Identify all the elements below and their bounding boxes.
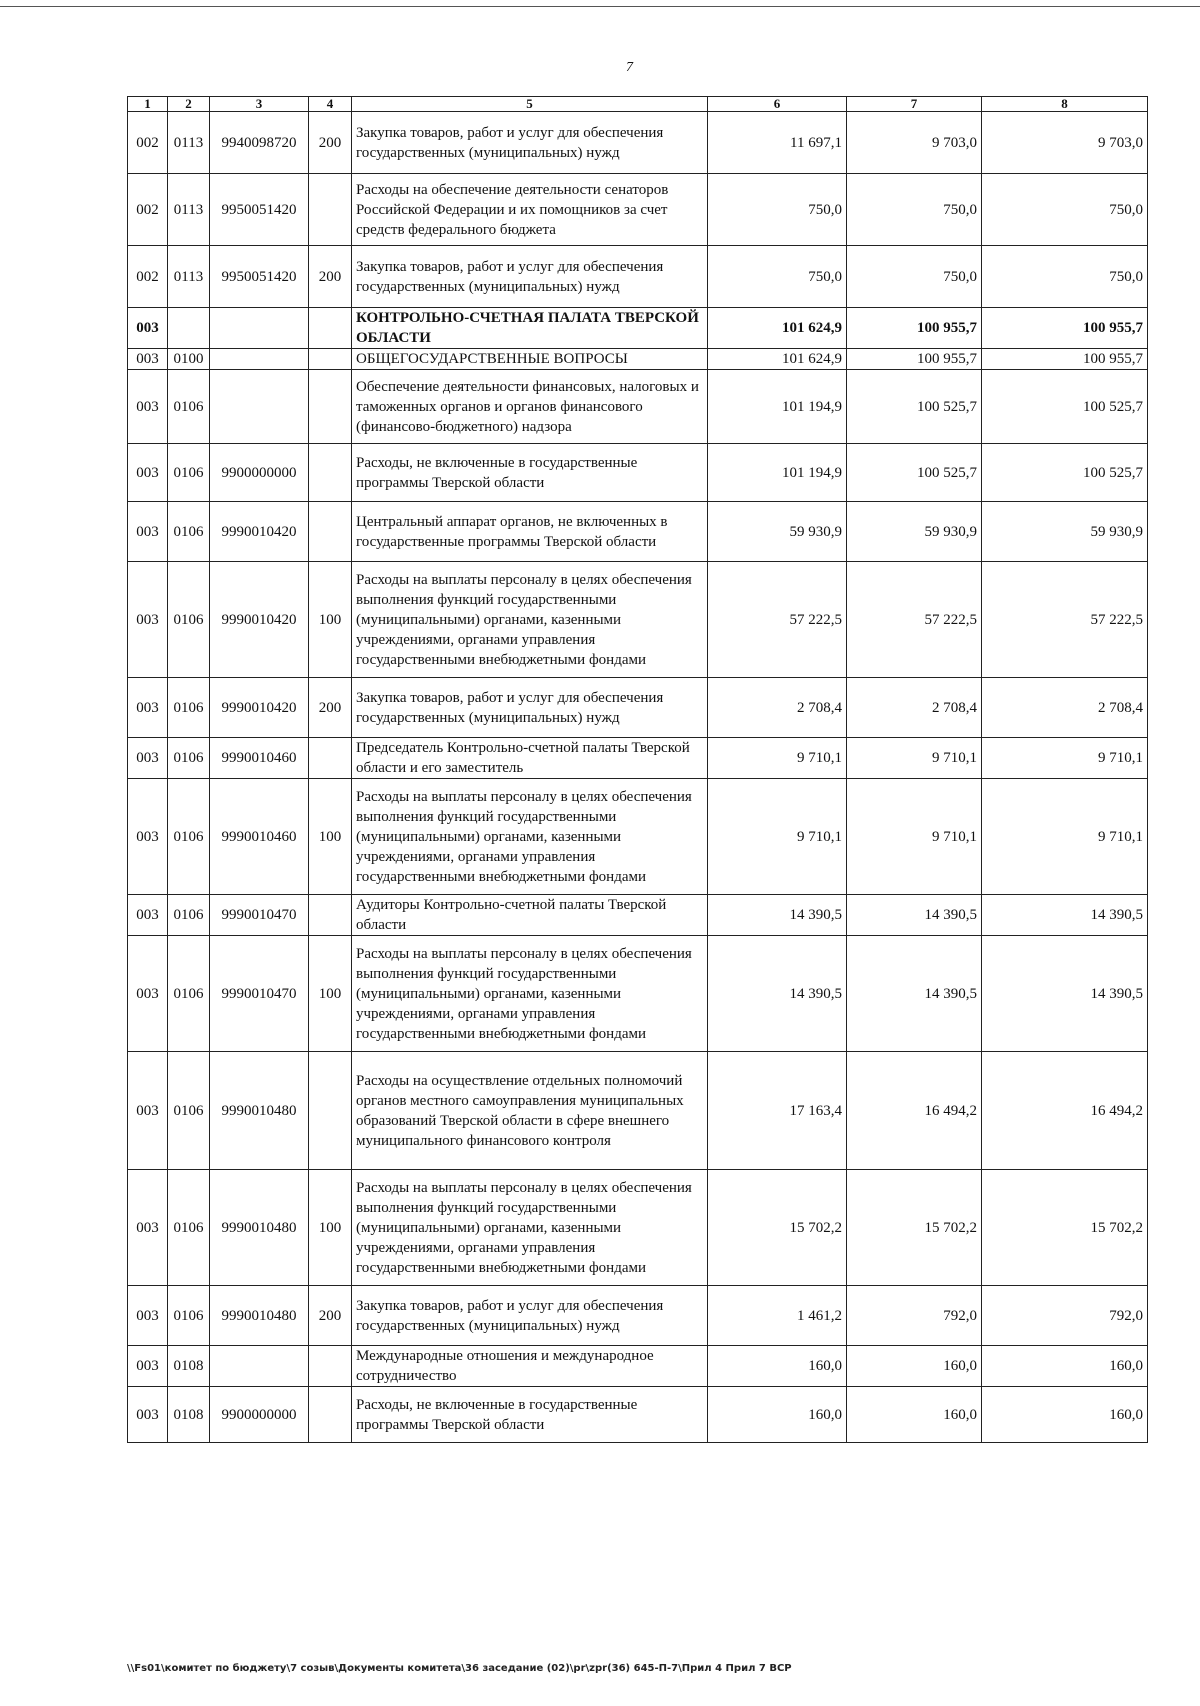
code-section-cell: 0100 (168, 349, 210, 370)
amount-col6-cell: 57 222,5 (708, 562, 847, 678)
amount-col8-cell: 100 525,7 (982, 370, 1148, 444)
code-expense-type-cell (309, 444, 352, 502)
code-target-cell: 9990010470 (210, 936, 309, 1052)
code-target-cell: 9990010480 (210, 1052, 309, 1170)
amount-col6-cell: 11 697,1 (708, 112, 847, 174)
code-admin-cell: 002 (128, 174, 168, 246)
amount-col8-cell: 160,0 (982, 1346, 1148, 1387)
table-row (128, 308, 1148, 349)
description-cell: Расходы на осуществление отдельных полномочий органов местного самоуправления муниципальных образований Тверской области в сфере внешнего муниципального финансового контроля (352, 1052, 708, 1170)
code-admin-cell: 003 (128, 1052, 168, 1170)
amount-col6-cell: 14 390,5 (708, 936, 847, 1052)
code-section-cell: 0108 (168, 1346, 210, 1387)
code-section-cell: 0106 (168, 1286, 210, 1346)
page-number: 7 (626, 60, 633, 75)
amount-col6-cell: 101 624,9 (708, 308, 847, 349)
table-row (128, 174, 1148, 246)
amount-col7-cell: 9 710,1 (847, 738, 982, 779)
amount-col8-cell: 59 930,9 (982, 502, 1148, 562)
description-cell: Расходы на выплаты персоналу в целях обеспечения выполнения функций государственными (муниципальными) органами, казенными учреждениями, органами управления государственными внебюджетными фондами (352, 779, 708, 895)
code-admin-cell: 003 (128, 1387, 168, 1443)
amount-col6-cell: 750,0 (708, 174, 847, 246)
table-row (128, 112, 1148, 174)
table-row (128, 1170, 1148, 1286)
description-cell: Обеспечение деятельности финансовых, налоговых и таможенных органов и органов финансового (финансово-бюджетного) надзора (352, 370, 708, 444)
code-section-cell: 0106 (168, 444, 210, 502)
table-row (128, 1387, 1148, 1443)
code-target-cell: 9940098720 (210, 112, 309, 174)
code-admin-cell: 003 (128, 678, 168, 738)
table-row (128, 1346, 1148, 1387)
code-admin-cell: 003 (128, 308, 168, 349)
amount-col6-cell: 2 708,4 (708, 678, 847, 738)
code-admin-cell: 003 (128, 444, 168, 502)
code-expense-type-cell: 100 (309, 1170, 352, 1286)
code-admin-cell: 002 (128, 246, 168, 308)
amount-col7-cell: 160,0 (847, 1387, 982, 1443)
amount-col6-cell: 750,0 (708, 246, 847, 308)
amount-col6-cell: 160,0 (708, 1346, 847, 1387)
amount-col7-cell: 160,0 (847, 1346, 982, 1387)
code-expense-type-cell: 200 (309, 246, 352, 308)
table-row (128, 1286, 1148, 1346)
amount-col7-cell: 16 494,2 (847, 1052, 982, 1170)
description-cell: Расходы на выплаты персоналу в целях обеспечения выполнения функций государственными (муниципальными) органами, казенными учреждениями, органами управления государственными внебюджетными фондами (352, 562, 708, 678)
amount-col8-cell: 9 710,1 (982, 779, 1148, 895)
code-admin-cell: 003 (128, 1170, 168, 1286)
amount-col8-cell: 100 955,7 (982, 308, 1148, 349)
amount-col6-cell: 160,0 (708, 1387, 847, 1443)
code-admin-cell: 003 (128, 502, 168, 562)
amount-col6-cell: 1 461,2 (708, 1286, 847, 1346)
col-header-8: 8 (982, 97, 1148, 112)
table-row (128, 349, 1148, 370)
code-target-cell: 9990010480 (210, 1286, 309, 1346)
table-row (128, 444, 1148, 502)
description-cell: ОБЩЕГОСУДАРСТВЕННЫЕ ВОПРОСЫ (352, 349, 708, 370)
table-row (128, 502, 1148, 562)
code-target-cell: 9990010480 (210, 1170, 309, 1286)
amount-col7-cell: 100 955,7 (847, 308, 982, 349)
amount-col7-cell: 9 703,0 (847, 112, 982, 174)
description-cell: Расходы, не включенные в государственные программы Тверской области (352, 444, 708, 502)
col-header-2: 2 (168, 97, 210, 112)
code-target-cell (210, 308, 309, 349)
code-section-cell: 0106 (168, 678, 210, 738)
code-admin-cell: 003 (128, 936, 168, 1052)
code-target-cell: 9990010470 (210, 895, 309, 936)
amount-col8-cell: 16 494,2 (982, 1052, 1148, 1170)
code-target-cell (210, 370, 309, 444)
code-expense-type-cell (309, 370, 352, 444)
description-cell: Председатель Контрольно-счетной палаты Тверской области и его заместитель (352, 738, 708, 779)
table-row (128, 779, 1148, 895)
code-expense-type-cell (309, 1387, 352, 1443)
code-target-cell: 9990010460 (210, 738, 309, 779)
col-header-5: 5 (352, 97, 708, 112)
code-section-cell: 0113 (168, 174, 210, 246)
table-row (128, 1052, 1148, 1170)
amount-col8-cell: 160,0 (982, 1387, 1148, 1443)
amount-col6-cell: 17 163,4 (708, 1052, 847, 1170)
code-section-cell: 0106 (168, 502, 210, 562)
amount-col6-cell: 9 710,1 (708, 738, 847, 779)
code-target-cell (210, 1346, 309, 1387)
code-section-cell: 0106 (168, 895, 210, 936)
amount-col8-cell: 100 955,7 (982, 349, 1148, 370)
amount-col6-cell: 9 710,1 (708, 779, 847, 895)
description-cell: Закупка товаров, работ и услуг для обеспечения государственных (муниципальных) нужд (352, 246, 708, 308)
description-cell: Расходы на обеспечение деятельности сенаторов Российской Федерации и их помощников за счет средств федерального бюджета (352, 174, 708, 246)
description-cell: Закупка товаров, работ и услуг для обеспечения государственных (муниципальных) нужд (352, 112, 708, 174)
description-cell: Аудиторы Контрольно-счетной палаты Тверской области (352, 895, 708, 936)
col-header-7: 7 (847, 97, 982, 112)
code-section-cell: 0106 (168, 936, 210, 1052)
amount-col7-cell: 100 955,7 (847, 349, 982, 370)
table-row (128, 738, 1148, 779)
amount-col7-cell: 14 390,5 (847, 895, 982, 936)
amount-col8-cell: 15 702,2 (982, 1170, 1148, 1286)
amount-col6-cell: 14 390,5 (708, 895, 847, 936)
code-section-cell: 0106 (168, 1170, 210, 1286)
code-expense-type-cell (309, 895, 352, 936)
amount-col8-cell: 2 708,4 (982, 678, 1148, 738)
code-target-cell: 9990010420 (210, 678, 309, 738)
amount-col7-cell: 792,0 (847, 1286, 982, 1346)
code-expense-type-cell (309, 502, 352, 562)
amount-col7-cell: 750,0 (847, 246, 982, 308)
header-row (128, 97, 1148, 112)
amount-col7-cell: 15 702,2 (847, 1170, 982, 1286)
code-admin-cell: 003 (128, 738, 168, 779)
code-expense-type-cell: 100 (309, 936, 352, 1052)
code-section-cell: 0108 (168, 1387, 210, 1443)
amount-col8-cell: 100 525,7 (982, 444, 1148, 502)
code-admin-cell: 003 (128, 562, 168, 678)
code-target-cell: 9950051420 (210, 246, 309, 308)
code-target-cell: 9990010420 (210, 502, 309, 562)
code-admin-cell: 003 (128, 1286, 168, 1346)
table-body (128, 112, 1148, 1443)
code-section-cell: 0113 (168, 246, 210, 308)
amount-col8-cell: 792,0 (982, 1286, 1148, 1346)
description-cell: Международные отношения и международное сотрудничество (352, 1346, 708, 1387)
table-row (128, 895, 1148, 936)
code-expense-type-cell (309, 174, 352, 246)
code-admin-cell: 003 (128, 370, 168, 444)
code-target-cell: 9990010460 (210, 779, 309, 895)
amount-col7-cell: 100 525,7 (847, 444, 982, 502)
code-expense-type-cell: 100 (309, 562, 352, 678)
code-section-cell: 0106 (168, 1052, 210, 1170)
top-rule (0, 6, 1200, 7)
code-expense-type-cell: 100 (309, 779, 352, 895)
amount-col6-cell: 101 624,9 (708, 349, 847, 370)
code-expense-type-cell (309, 1052, 352, 1170)
code-expense-type-cell (309, 308, 352, 349)
description-cell: Закупка товаров, работ и услуг для обеспечения государственных (муниципальных) нужд (352, 678, 708, 738)
amount-col6-cell: 59 930,9 (708, 502, 847, 562)
col-header-6: 6 (708, 97, 847, 112)
amount-col8-cell: 14 390,5 (982, 936, 1148, 1052)
amount-col7-cell: 9 710,1 (847, 779, 982, 895)
amount-col8-cell: 9 710,1 (982, 738, 1148, 779)
description-cell: Расходы на выплаты персоналу в целях обеспечения выполнения функций государственными (муниципальными) органами, казенными учреждениями, органами управления государственными внебюджетными фондами (352, 936, 708, 1052)
amount-col8-cell: 14 390,5 (982, 895, 1148, 936)
amount-col7-cell: 2 708,4 (847, 678, 982, 738)
amount-col7-cell: 57 222,5 (847, 562, 982, 678)
amount-col6-cell: 101 194,9 (708, 370, 847, 444)
table-row (128, 370, 1148, 444)
amount-col8-cell: 9 703,0 (982, 112, 1148, 174)
amount-col8-cell: 57 222,5 (982, 562, 1148, 678)
table-row (128, 936, 1148, 1052)
code-expense-type-cell: 200 (309, 678, 352, 738)
description-cell: Закупка товаров, работ и услуг для обеспечения государственных (муниципальных) нужд (352, 1286, 708, 1346)
code-target-cell (210, 349, 309, 370)
amount-col7-cell: 750,0 (847, 174, 982, 246)
amount-col6-cell: 101 194,9 (708, 444, 847, 502)
code-admin-cell: 003 (128, 349, 168, 370)
code-section-cell: 0113 (168, 112, 210, 174)
code-admin-cell: 003 (128, 1346, 168, 1387)
code-admin-cell: 003 (128, 895, 168, 936)
col-header-1: 1 (128, 97, 168, 112)
code-section-cell: 0106 (168, 738, 210, 779)
table-row (128, 678, 1148, 738)
code-section-cell (168, 308, 210, 349)
description-cell: КОНТРОЛЬНО-СЧЕТНАЯ ПАЛАТА ТВЕРСКОЙ ОБЛАСТИ (352, 308, 708, 349)
footer-file-path: \\Fs01\комитет по бюджету\7 созыв\Документы комитета\36 заседание (02)\pr\zpr(36) 645-П-7\Прил 4 Прил 7 ВСР (127, 1663, 792, 1674)
col-header-4: 4 (309, 97, 352, 112)
amount-col8-cell: 750,0 (982, 246, 1148, 308)
amount-col7-cell: 59 930,9 (847, 502, 982, 562)
col-header-3: 3 (210, 97, 309, 112)
description-cell: Центральный аппарат органов, не включенных в государственные программы Тверской области (352, 502, 708, 562)
code-target-cell: 9950051420 (210, 174, 309, 246)
code-expense-type-cell: 200 (309, 112, 352, 174)
code-section-cell: 0106 (168, 562, 210, 678)
code-expense-type-cell (309, 738, 352, 779)
code-target-cell: 9990010420 (210, 562, 309, 678)
table-row (128, 562, 1148, 678)
code-target-cell: 9900000000 (210, 444, 309, 502)
code-section-cell: 0106 (168, 370, 210, 444)
description-cell: Расходы на выплаты персоналу в целях обеспечения выполнения функций государственными (муниципальными) органами, казенными учреждениями, органами управления государственными внебюджетными фондами (352, 1170, 708, 1286)
amount-col6-cell: 15 702,2 (708, 1170, 847, 1286)
amount-col8-cell: 750,0 (982, 174, 1148, 246)
budget-table (127, 96, 1148, 1443)
code-admin-cell: 002 (128, 112, 168, 174)
code-target-cell: 9900000000 (210, 1387, 309, 1443)
code-admin-cell: 003 (128, 779, 168, 895)
code-expense-type-cell (309, 1346, 352, 1387)
amount-col7-cell: 100 525,7 (847, 370, 982, 444)
code-expense-type-cell (309, 349, 352, 370)
description-cell: Расходы, не включенные в государственные программы Тверской области (352, 1387, 708, 1443)
code-section-cell: 0106 (168, 779, 210, 895)
table-row (128, 246, 1148, 308)
amount-col7-cell: 14 390,5 (847, 936, 982, 1052)
code-expense-type-cell: 200 (309, 1286, 352, 1346)
